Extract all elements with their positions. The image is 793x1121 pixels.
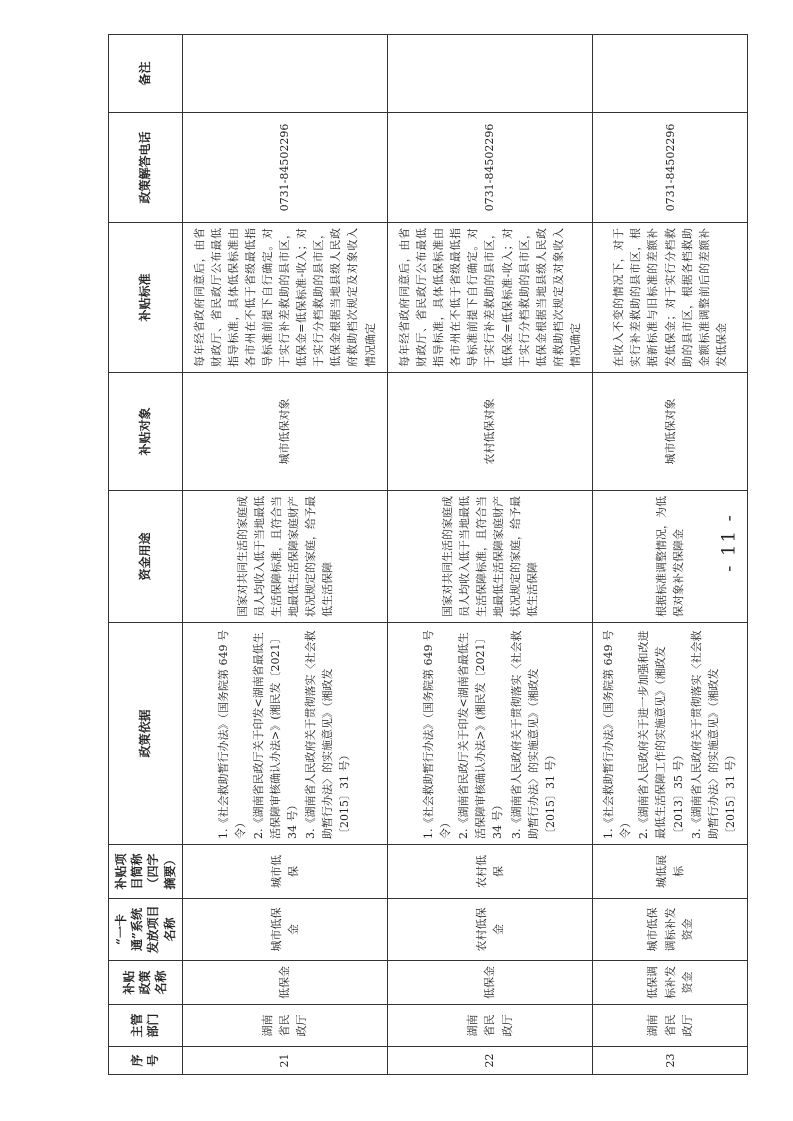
table-row [182, 35, 387, 1075]
basis-item: 3.《湖南省人民政府关于贯彻落实〈社会救助暂行办法〉的实施意见》（湘政发〔2015〕31 号） [304, 630, 352, 839]
row-remark [387, 35, 592, 113]
row-seq: 23 [593, 1047, 748, 1075]
header-seq: 序号 [109, 1047, 183, 1075]
basis-item: 1.《社会救助暂行办法》（国务院第 649 号令） [422, 630, 453, 839]
header-policy-name: 补贴政策名称 [109, 961, 183, 1005]
row-standard: 每年经省政府同意后，由省财政厅、省民政厅公布最低指导标准，具体低保标准由各市州在不低于省级最低指导标准前提下自行确定。对于实行补差救助的县市区，低保金=低保标准-收入；对于实行分档救助的县市区，低保金根据当地县级人民政府救助档次规定及对象收入情况确定 [387, 223, 592, 373]
row-use: 国家对共同生活的家庭成员人均收入低于当地最低生活保障标准，且符合当地最低生活保障家庭财产状况规定的家庭，给予最低生活保障 [182, 491, 387, 623]
basis-item: 2.《湖南省民政厅关于印发<湖南省最低生活保障审核确认办法>》(湘民发〔2021〕34 号） [252, 632, 300, 839]
header-target: 补贴对象 [109, 373, 183, 491]
basis-item: 1.《社会救助暂行办法》（国务院第 649 号令） [602, 630, 633, 839]
header-remark: 备注 [109, 35, 183, 113]
row-policy-name: 低保金 [387, 961, 592, 1005]
basis-item: 3.《湖南省人民政府关于贯彻落实〈社会救助暂行办法〉的实施意见》（湘政发〔2015〕31 号） [509, 630, 557, 839]
row-seq: 22 [387, 1047, 592, 1075]
row-short-name: 城市低保 [182, 845, 387, 899]
table-header-row [109, 35, 183, 1075]
header-basis: 政策依据 [109, 623, 183, 845]
row-target: 城市低保对象 [593, 373, 748, 491]
row-phone: 0731-84502296 [182, 113, 387, 223]
basis-item: 2.《湖南省人民政府关于进一步加强和改进最低生活保障工作的实施意见》（湘政发〔2013〕35 号） [637, 630, 685, 839]
header-dept: 主管部门 [109, 1005, 183, 1047]
row-dept: 湖南省民政厅 [182, 1005, 387, 1047]
header-use: 资金用途 [109, 491, 183, 623]
row-phone: 0731-84502296 [387, 113, 592, 223]
header-short-name: 补贴项目简称（四字摘要） [109, 845, 183, 899]
basis-item: 2.《湖南省民政厅关于印发<湖南省最低生活保障审核确认办法>》(湘民发〔2021〕34 号） [457, 632, 505, 839]
row-basis [182, 623, 387, 845]
row-use: 根据标准调整情况，为低保对象补发保障金 [593, 491, 748, 623]
row-target: 农村低保对象 [387, 373, 592, 491]
header-card-name: “一卡通”系统发放项目名称 [109, 899, 183, 961]
row-dept: 湖南省民政厅 [387, 1005, 592, 1047]
row-use: 国家对共同生活的家庭成员人均收入低于当地最低生活保障标准，且符合当地最低生活保障家庭财产状况规定的家庭，给予最低生活保障 [387, 491, 592, 623]
row-card-name: 城市低保金 [182, 899, 387, 961]
row-policy-name: 低保调标补发资金 [593, 961, 748, 1005]
basis-item: 3.《湖南省人民政府关于贯彻落实〈社会救助暂行办法〉的实施意见》（湘政发〔2015〕31 号） [689, 630, 737, 839]
row-remark [182, 35, 387, 113]
table-row [387, 35, 592, 1075]
row-card-name: 农村低保金 [387, 899, 592, 961]
row-remark [593, 35, 748, 113]
header-standard: 补贴标准 [109, 223, 183, 373]
row-dept: 湖南省民政厅 [593, 1005, 748, 1047]
basis-item: 1.《社会救助暂行办法》（国务院第 649 号令） [217, 630, 248, 839]
rotated-table-container [108, 35, 748, 1075]
row-short-name: 城低展标 [593, 845, 748, 899]
row-policy-name: 低保金 [182, 961, 387, 1005]
row-basis [593, 623, 748, 845]
row-basis [387, 623, 592, 845]
subsidy-policy-table [108, 34, 748, 1075]
row-seq: 21 [182, 1047, 387, 1075]
row-short-name: 农村低保 [387, 845, 592, 899]
row-phone: 0731-84502296 [593, 113, 748, 223]
row-standard: 每年经省政府同意后，由省财政厅、省民政厅公布最低指导标准，具体低保标准由各市州在不低于省级最低指导标准前提下自行确定。对于实行补差救助的县市区，低保金=低保标准-收入；对于实行分档救助的县市区，低保金根据当地县级人民政府救助档次规定及对象收入情况确定 [182, 223, 387, 373]
header-phone: 政策解答电话 [109, 113, 183, 223]
row-standard: 在收入不变的情况下，对于实行补差救助的县市区，根据新标准与旧标准的差额补发低保金；对于实行分档救助的县市区，根据各档救助金额标准调整前后的差额补发低保金 [593, 223, 748, 373]
page-number: - 11 - [718, 513, 740, 572]
row-card-name: 城市低保调标补发资金 [593, 899, 748, 961]
row-target: 城市低保对象 [182, 373, 387, 491]
